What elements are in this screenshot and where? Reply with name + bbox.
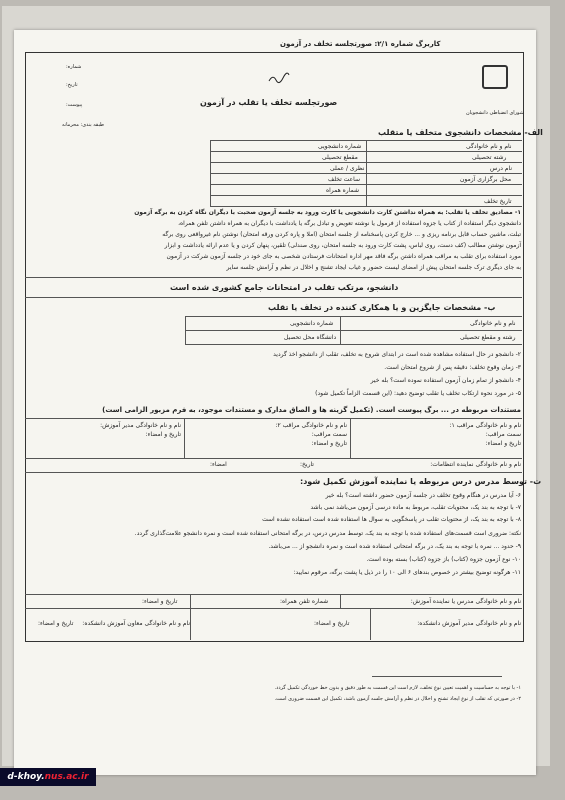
number-label: شماره: xyxy=(66,64,82,70)
footnote-1: ۱- با توجه به حساسیت و اهمیت تعیین نوع تخلف، لازم است این قسمت به طور دقیق و بدون خط خوردگی تکمیل گردد. xyxy=(274,685,521,691)
field-student-number: شماره دانشجویی xyxy=(318,143,362,150)
teacher-phone: شماره تلفن همراه: xyxy=(280,598,329,605)
violation-line-2: دانشجوی دیگر استفاده از کتاب یا جزوه استفاده از فرمول یا نوشته تعویض و تبادل برگه یا یادداشت با دیگران به همراه داشتن تلفن همراه، xyxy=(178,220,521,227)
question-5: ۵- در مورد نحوه ارتکاب تخلف یا تقلب توضیح دهید: (این قسمت الزاماً تکمیل شود) xyxy=(315,390,521,397)
field-violation-time: ساعت تخلف xyxy=(328,176,360,183)
proctor-1-post: سمت مراقب: xyxy=(485,431,521,438)
classification-label: طبقه بندی: محرمانه xyxy=(62,122,104,128)
question-2: ۲- دانشجو در حال استفاده مشاهده شده است در ابتدای شروع به تخلف، تقلب از دانشجو اخذ گردید xyxy=(273,351,521,358)
attachment-label: پیوست: xyxy=(66,102,83,108)
question-10: ۱۰- نوع آزمون جزوه (کتاب) باز جزوه (کتاب) بسته بوده است. xyxy=(366,556,521,563)
education-manager-name: نام و نام خانوادگی مدیر آموزش: xyxy=(100,422,181,429)
field-major: رشته تحصیلی xyxy=(472,154,507,161)
violation-line-3: تبلت، ماشین حساب قابل برنامه ریزی و ... خارج کردن پاسخنامه از جلسه امتحان (املا و پاره کردن ورقه امتحان) نوشتن نام غیرواقعی روی برگه xyxy=(162,231,521,238)
field-b-student-number: شماره دانشجویی xyxy=(290,320,334,327)
section-c-title: ت- توسط مدرس درس مربوطه یا نماینده آموزش تکمیل شود: xyxy=(300,477,542,486)
question-11: ۱۱- هرگونه توضیح بیشتر در خصوص بندهای ۶ الی ۱۰ را در ذیل یا پشت برگه، مرقوم نمایید: xyxy=(293,569,521,576)
security-rep-name: نام و نام خانوادگی نماینده انتظامات: xyxy=(430,461,521,468)
question-9: ۹- حدود ... نمره با توجه به بند یک، در برگه امتحانی استفاده شده است و نمره دانشجو از ... می‌باشد. xyxy=(268,543,521,550)
section-b-title: ب- مشخصات جایگزین و یا همکاری کننده در تخلف یا تقلب xyxy=(268,303,496,312)
faculty-deputy: نام و نام خانوادگی معاون آموزش دانشکده: xyxy=(82,620,190,627)
university-logo-icon xyxy=(482,65,508,89)
faculty-deputy-date-sign: تاریخ و امضاء: xyxy=(38,620,74,627)
question-6: ۶- آیا مدرس در هنگام وقوع تخلف در جلسه آزمون حضور داشته است؟ بله خیر xyxy=(325,492,521,499)
field-b-major-degree: رشته و مقطع تحصیلی xyxy=(460,334,516,341)
faculty-education-manager: نام و نام خانوادگی مدیر آموزش دانشکده: xyxy=(417,620,521,627)
teacher-name: نام و نام خانوادگی مدرس یا نماینده آموزش: xyxy=(410,598,521,605)
question-4: ۴- دانشجو از تمام زمان آزمون استفاده نموده است؟ بله خیر xyxy=(370,377,521,384)
field-violation-date: تاریخ تخلف xyxy=(484,198,512,205)
main-title: صورتجلسه تخلف یا تقلب در آزمون xyxy=(200,98,338,107)
section-a-title: الف- مشخصات دانشجوی متخلف یا متقلب xyxy=(378,128,543,137)
field-mobile: شماره همراه xyxy=(326,187,360,194)
question-7: ۷- با توجه به بند یک، محتویات تقلب، مربوط به ماده درسی آزمون می‌باشد نمی باشد xyxy=(310,504,521,511)
attachment-note: مستندات مربوطه در ... برگ پیوست است. (تکمیل گزینه ها و الصاق مدارک و مستندات موجود، به فرم مزبور الزامی است) xyxy=(102,406,521,414)
basmala-calligraphy-icon xyxy=(268,72,290,84)
proctor-1-name: نام و نام خانوادگی مراقب ۱: xyxy=(449,422,521,429)
national-exam-cheat-status: دانشجو، مرتکب تقلب در امتحانات جامع کشوری شده است xyxy=(170,283,399,292)
footnote-2: ۲- در صورتی که تقلب از نوع ایجاد تشنج و اخلال در نظم و آرامش جلسه آزمون باشد، تکمیل این قسمت ضروری است. xyxy=(274,696,521,702)
faculty-manager-date-sign: تاریخ و امضاء: xyxy=(314,620,350,627)
field-theory-practical: نظری / عملی xyxy=(330,165,365,172)
teacher-date-sign: تاریخ و امضاء: xyxy=(142,598,178,605)
violation-line-4: آزمون نوشتن مطالب (کف دست، روی لباس، پشت کارت ورود به جلسه امتحان، روی صندلی) تلقین، پنهان کردن و یا عدم ارائه یادداشت و ابزار xyxy=(164,242,521,249)
watermark-right: nus.ac.ir xyxy=(44,772,89,782)
watermark-left: d-khoy. xyxy=(7,772,45,782)
form-top-title: کاربرگ شماره ۲/۱: صورتجلسه تخلف در آزمون xyxy=(280,40,441,48)
question-3: ۳- زمان وقوع تخلف: دقیقه پس از شروع امتحان است. xyxy=(384,364,521,371)
violation-line-6: به جای دیگری ترک جلسه امتحان پیش از امضای لیست حضور و غیاب ایجاد تشنج و اخلال در نظم و آرامش جلسه سایر xyxy=(226,264,521,271)
proctor-2-date-sign: تاریخ و امضاء: xyxy=(311,440,347,447)
field-degree: مقطع تحصیلی xyxy=(322,154,358,161)
field-b-university: دانشگاه محل تحصیل xyxy=(284,334,337,341)
proctor-2-post: سمت مراقب: xyxy=(311,431,347,438)
proctor-1-date-sign: تاریخ و امضاء: xyxy=(485,440,521,447)
security-rep-date: تاریخ: xyxy=(300,461,314,468)
org-name: شورای انضباطی دانشجویان xyxy=(466,110,524,116)
question-8: ۸- با توجه به بند یک، از محتویات تقلب در پاسخگویی به سوال ها استفاده شده است استفاده نشده است xyxy=(262,516,521,523)
field-full-name: نام و نام خانوادگی xyxy=(466,143,512,150)
field-exam-location: محل برگزاری آزمون xyxy=(460,176,512,183)
proctor-2-name: نام و نام خانوادگی مراقب ۲: xyxy=(275,422,347,429)
note-text: نکته: ضروری است قسمت‌های استفاده شده با توجه به بند یک، توسط مدرس درس، در برگه امتحانی استفاده شده است و نمره دانشجو علامت‌گذاری گردد. xyxy=(134,530,521,537)
website-watermark xyxy=(0,768,96,786)
date-label: تاریخ: xyxy=(66,82,78,88)
field-course: نام درس xyxy=(490,165,513,172)
violation-line-1: ۱- مصادیق تخلف یا تقلب: به همراه نداشتن کارت دانشجویی یا کارت ورود به جلسه آزمون صحبت با دیگران نگاه کردن به برگه آزمون xyxy=(134,209,521,216)
field-b-full-name: نام و نام خانوادگی xyxy=(470,320,516,327)
violation-line-5: مورد استفاده برای تقلب به مراقب همراه داشتن برگه فاقد مهر اداره امتحانات فرستادن شخصی به جای خود در جلسه آزمون شرکت در آزمون xyxy=(166,253,521,260)
security-rep-sign: امضاء: xyxy=(210,461,227,468)
education-manager-date-sign: تاریخ و امضاء: xyxy=(145,431,181,438)
